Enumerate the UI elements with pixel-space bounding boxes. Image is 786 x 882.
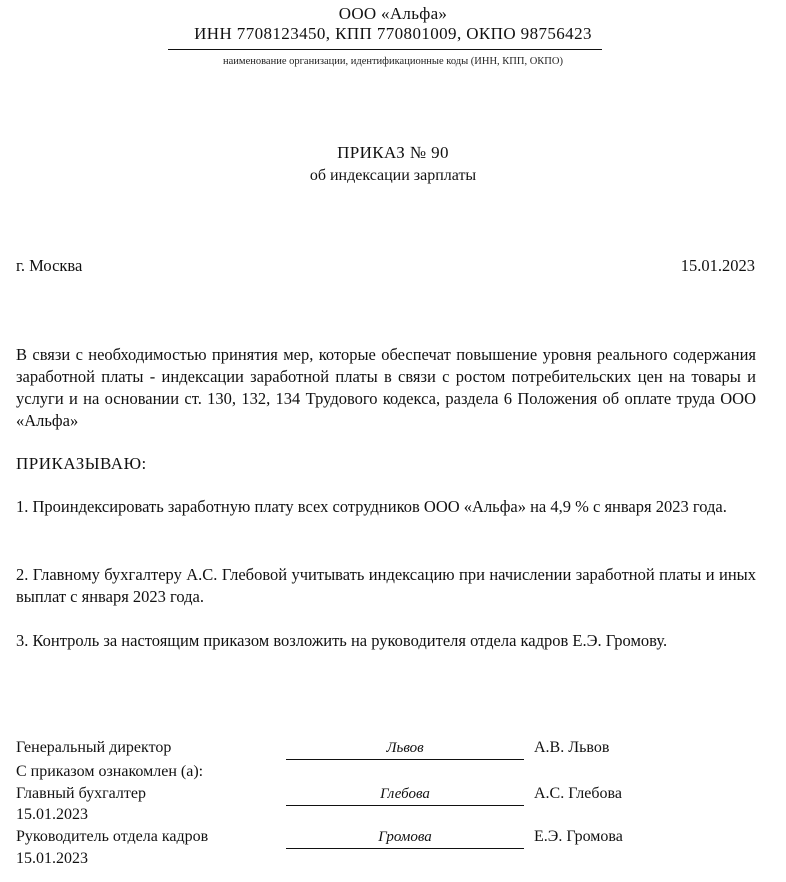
accountant-position: Главный бухгалтер (16, 785, 146, 802)
order-title: ПРИКАЗ № 90 (337, 143, 449, 162)
director-signature: Львов (286, 737, 524, 760)
preamble-paragraph: В связи с необходимостью принятия мер, которые обеспечат повышение уровня реального содержания заработной платы - индексации заработной платы в связи с ростом потребительских цен на товары и услуги и на основании ст. 130, 132, 134 Трудового кодекса, раздела 6 Положения об оплате труда ООО «Альфа» (16, 345, 756, 430)
order-item-3: 3. Контроль за настоящим приказом возложить на руководителя отдела кадров Е.Э. Громову. (16, 631, 668, 650)
hr-head-date: 15.01.2023 (16, 850, 88, 867)
hr-head-signature: Громова (286, 826, 524, 849)
order-word: ПРИКАЗЫВАЮ: (16, 454, 147, 473)
acknowledgement-label: С приказом ознакомлен (а): (16, 763, 204, 780)
order-item-2: 2. Главному бухгалтеру А.С. Глебовой учитывать индексацию при начислении заработной платы и иных выплат с января 2023 года. (16, 565, 756, 606)
order-item-1: 1. Проиндексировать заработную плату всех сотрудников ООО «Альфа» на 4,9 % с января 2023 года. (16, 497, 727, 516)
hr-head-name: Е.Э. Громова (534, 828, 623, 845)
accountant-signature: Глебова (286, 783, 524, 806)
order-subject: об индексации зарплаты (309, 167, 477, 184)
accountant-date: 15.01.2023 (16, 806, 88, 823)
director-name: А.В. Львов (534, 739, 610, 756)
director-position: Генеральный директор (16, 739, 172, 756)
hr-head-position: Руководитель отдела кадров (16, 828, 209, 845)
organization-codes: ИНН 7708123450, КПП 770801009, ОКПО 98756423 (194, 24, 592, 43)
order-date: 15.01.2023 (680, 256, 755, 275)
city: г. Москва (16, 256, 83, 275)
organization-caption: наименование организации, идентификационные коды (ИНН, КПП, ОКПО) (223, 56, 563, 67)
accountant-name: А.С. Глебова (534, 785, 622, 802)
organization-name: ООО «Альфа» (338, 4, 448, 23)
header-divider (168, 49, 602, 50)
